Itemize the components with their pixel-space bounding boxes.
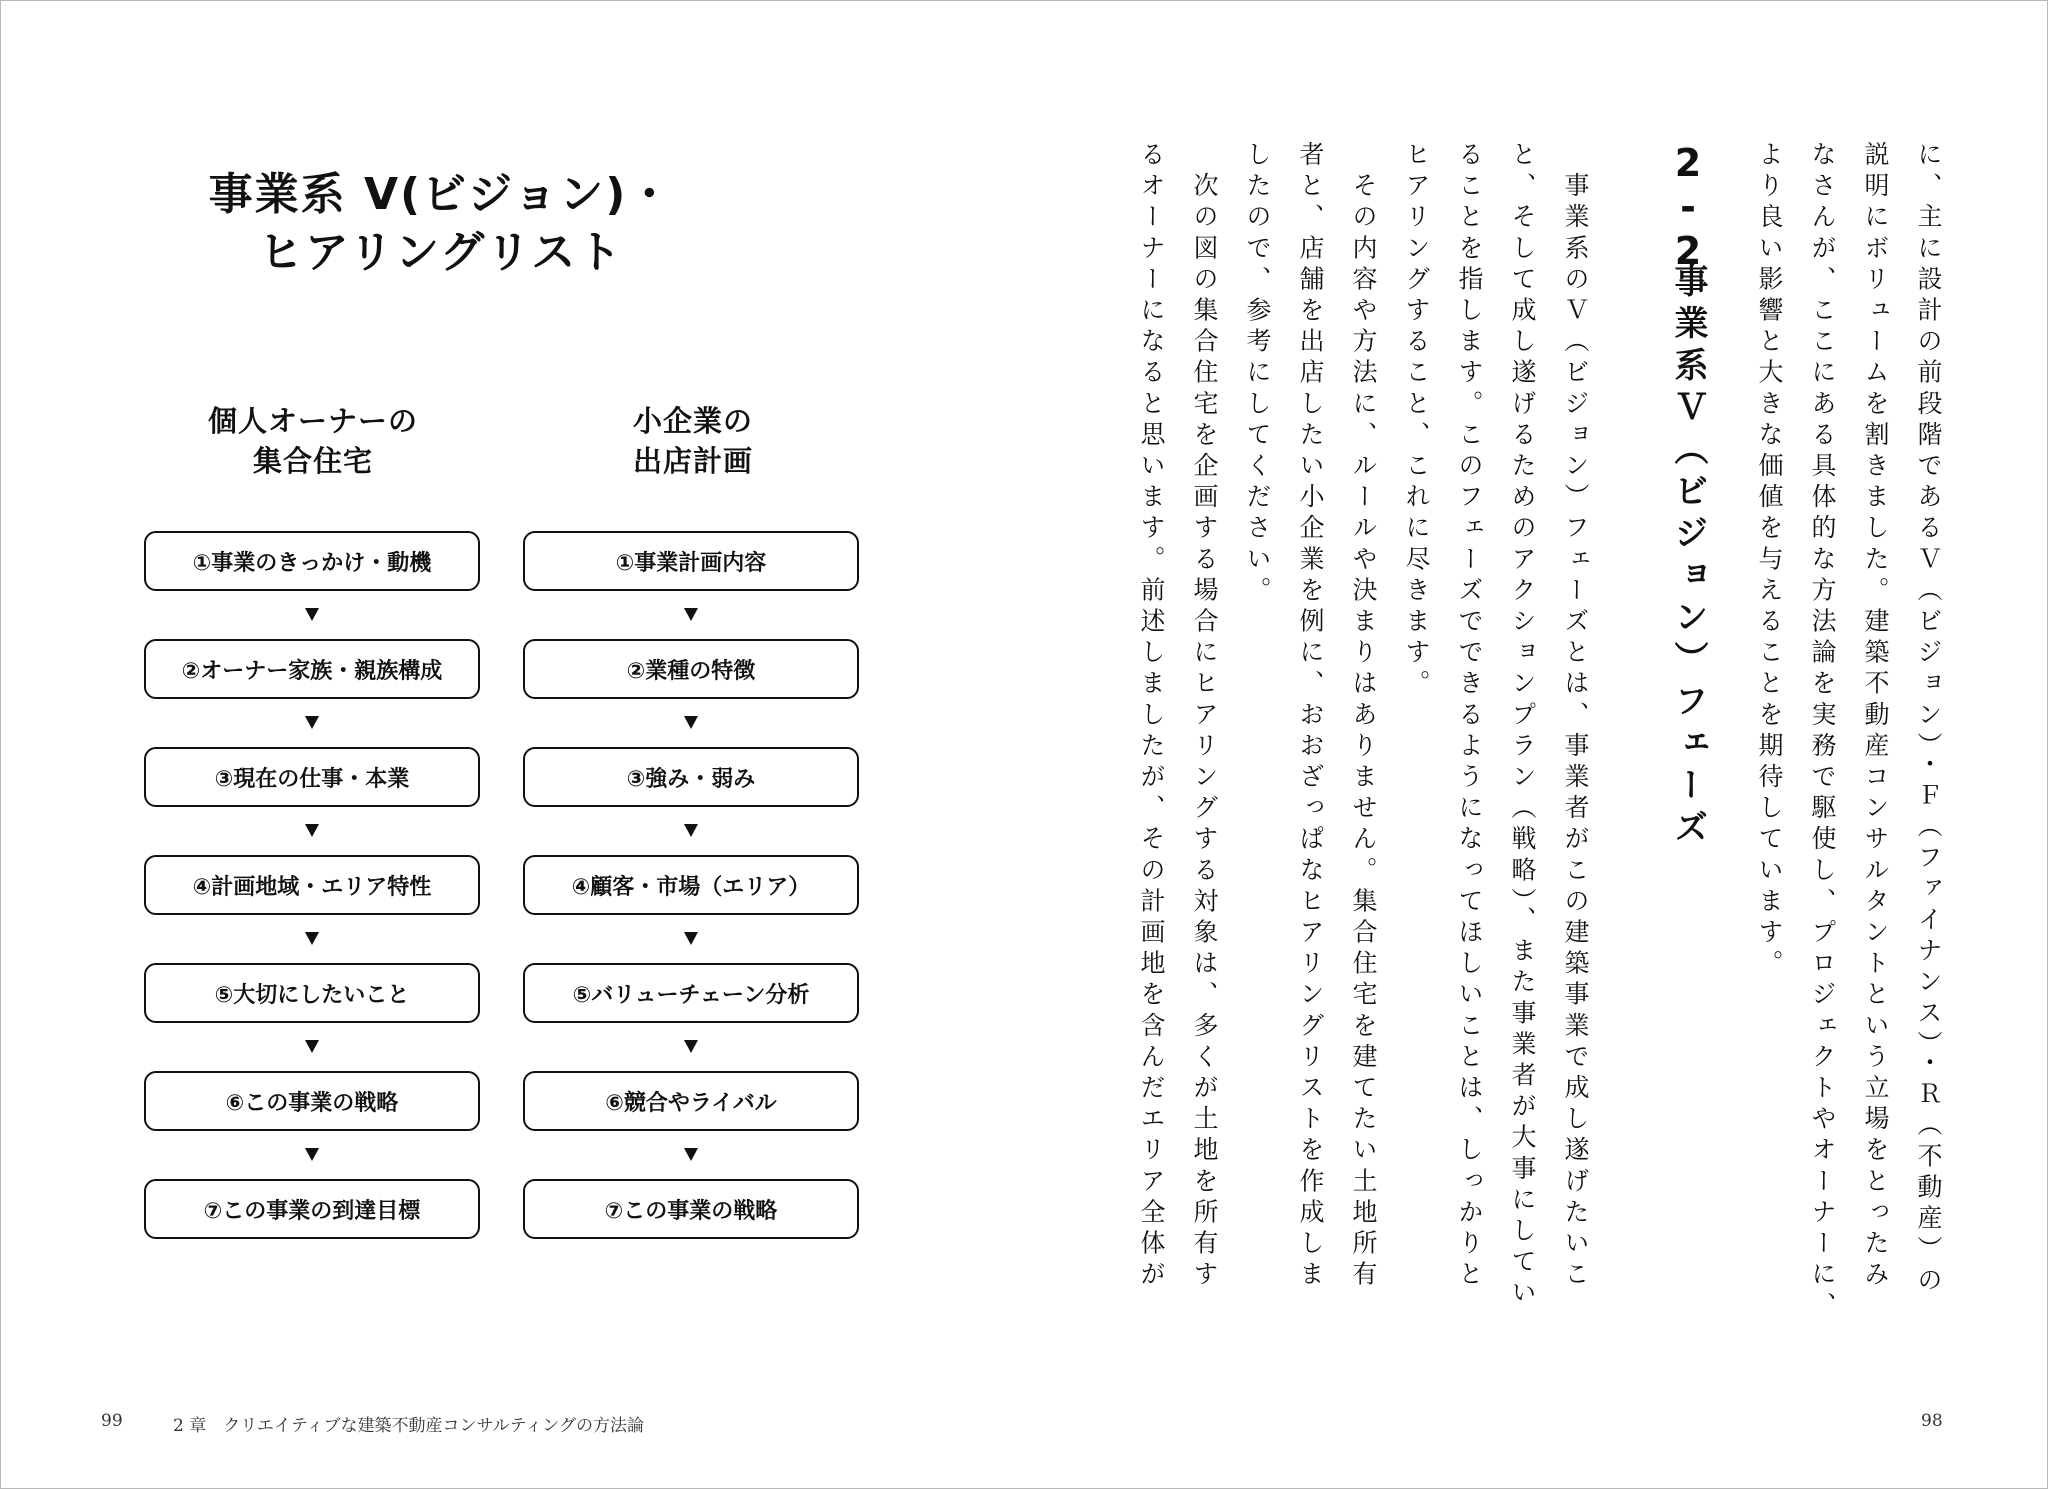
right-step-box: ①事業計画内容 — [523, 531, 859, 591]
left-step-box: ⑥この事業の戦略 — [144, 1071, 480, 1131]
body-column-2: 説明にボリュームを割きました。建築不動産コンサルタントという立場をとったみ — [1861, 141, 1890, 1292]
right-step-box: ⑦この事業の戦略 — [523, 1179, 859, 1239]
right-column-heading-line1: 小企業の — [632, 404, 753, 438]
left-step-box: ①事業のきっかけ・動機 — [144, 531, 480, 591]
down-arrow-icon — [684, 1040, 698, 1053]
down-arrow-icon — [305, 608, 319, 621]
down-arrow-icon — [305, 716, 319, 729]
body-column-11: したので、参考にしてください。 — [1243, 141, 1272, 608]
body-column-1: に、主に設計の前段階であるＶ（ビジョン）・Ｆ（ファイナンス）・Ｒ（不動産）の — [1914, 141, 1943, 1298]
left-step-box: ⑦この事業の到達目標 — [144, 1179, 480, 1239]
right-step-box: ②業種の特徴 — [523, 639, 859, 699]
down-arrow-icon — [684, 716, 698, 729]
running-head: 2 章 クリエイティブな建築不動産コンサルティングの方法論 — [173, 1416, 644, 1436]
right-step-box: ⑥競合やライバル — [523, 1071, 859, 1131]
down-arrow-icon — [305, 824, 319, 837]
left-step-box: ③現在の仕事・本業 — [144, 747, 480, 807]
section-title: 事業系Ｖ（ビジョン）フェーズ — [1668, 263, 1708, 851]
right-page-number: 98 — [1921, 1411, 1943, 1431]
down-arrow-icon — [684, 608, 698, 621]
body-column-12: 次の図の集合住宅を企画する場合にヒアリングする対象は、多くが土地を所有す — [1190, 141, 1219, 1292]
left-step-box: ⑤大切にしたいこと — [144, 963, 480, 1023]
down-arrow-icon — [684, 1148, 698, 1161]
body-column-8: ヒアリングすること、これに尽きます。 — [1402, 141, 1431, 701]
figure-title-line2: ヒアリングリスト — [258, 227, 624, 278]
down-arrow-icon — [305, 932, 319, 945]
left-step-box: ②オーナー家族・親族構成 — [144, 639, 480, 699]
down-arrow-icon — [684, 932, 698, 945]
right-step-box: ⑤バリューチェーン分析 — [523, 963, 859, 1023]
left-column-heading-line2: 集合住宅 — [252, 444, 373, 478]
body-column-9: その内容や方法に、ルールや決まりはありません。集合住宅を建てたい土地所有 — [1349, 141, 1378, 1292]
body-column-6: と、そして成し遂げるためのアクションプラン（戦略）、また事業者が大事にしてい — [1508, 141, 1537, 1311]
down-arrow-icon — [305, 1040, 319, 1053]
body-column-3: なさんが、ここにある具体的な方法論を実務で駆使し、プロジェクトやオーナーに、 — [1808, 141, 1837, 1323]
down-arrow-icon — [305, 1148, 319, 1161]
right-step-box: ④顧客・市場（エリア） — [523, 855, 859, 915]
right-step-box: ③強み・弱み — [523, 747, 859, 807]
section-number: 2-2 — [1666, 141, 1710, 273]
body-column-7: ることを指します。このフェーズでできるようになってほしいことは、しっかりと — [1455, 141, 1484, 1292]
left-step-box: ④計画地域・エリア特性 — [144, 855, 480, 915]
body-column-13: るオーナーになると思います。前述しましたが、その計画地を含んだエリア全体が — [1137, 141, 1166, 1292]
figure-title-line1: 事業系 V(ビジョン)・ — [208, 169, 674, 220]
left-page-number: 99 — [101, 1411, 123, 1431]
body-column-5: 事業系のＶ（ビジョン）フェーズとは、事業者がこの建築事業で成し遂げたいこ — [1561, 141, 1590, 1292]
down-arrow-icon — [684, 824, 698, 837]
right-column-heading-line2: 出店計画 — [632, 444, 753, 478]
left-column-heading-line1: 個人オーナーの — [207, 404, 418, 438]
body-column-10: 者と、店舗を出店したい小企業を例に、おおざっぱなヒアリングリストを作成しま — [1296, 141, 1325, 1292]
body-column-4: より良い影響と大きな価値を与えることを期待しています。 — [1755, 141, 1784, 981]
